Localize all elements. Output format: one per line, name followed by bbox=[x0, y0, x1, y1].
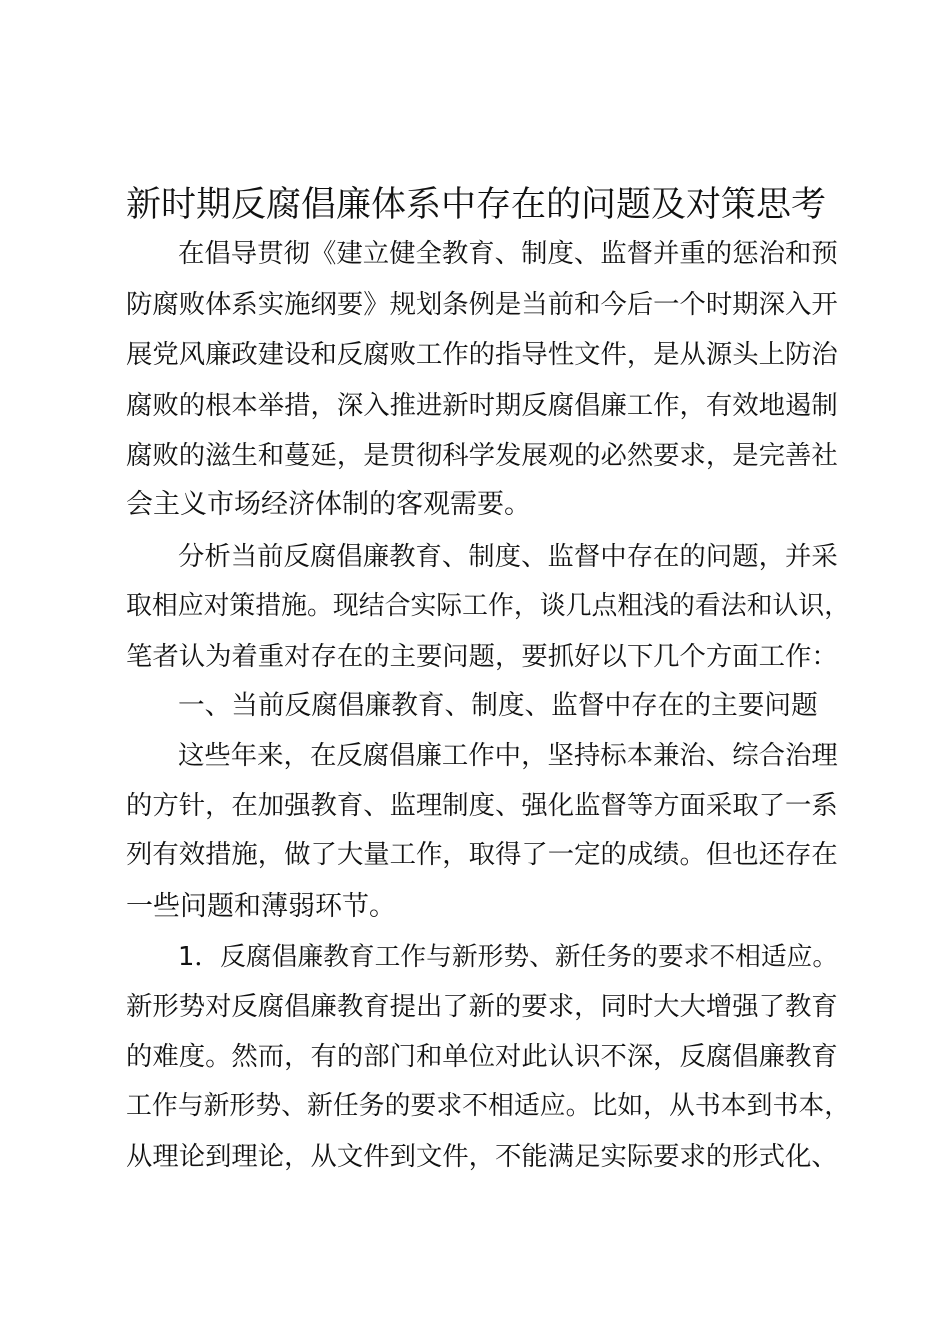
paragraph-1-line-3: 展党风廉政建设和反腐败工作的指导性文件，是从源头上防治 bbox=[126, 340, 838, 370]
paragraph-4-line-2: 新形势对反腐倡廉教育提出了新的要求，同时大大增强了教育 bbox=[126, 992, 838, 1022]
paragraph-4-line-5: 从理论到理论，从文件到文件，不能满足实际要求的形式化、 bbox=[126, 1142, 838, 1172]
paragraph-3-line-3: 列有效措施，做了大量工作，取得了一定的成绩。但也还存在 bbox=[126, 840, 838, 870]
paragraph-4-line-3: 的难度。然而，有的部门和单位对此认识不深，反腐倡廉教育 bbox=[126, 1042, 838, 1072]
paragraph-1-line-2: 防腐败体系实施纲要》规划条例是当前和今后一个时期深入开 bbox=[126, 290, 838, 320]
paragraph-1-line-6: 会主义市场经济体制的客观需要。 bbox=[126, 489, 531, 520]
paragraph-3-line-1: 这些年来，在反腐倡廉工作中，坚持标本兼治、综合治理 bbox=[178, 740, 838, 771]
paragraph-2-line-3: 笔者认为着重对存在的主要问题，要抓好以下几个方面工作： bbox=[126, 642, 838, 672]
section-heading: 一、当前反腐倡廉教育、制度、监督中存在的主要问题 bbox=[178, 690, 818, 721]
paragraph-1-line-5: 腐败的滋生和蔓延，是贯彻科学发展观的必然要求，是完善社 bbox=[126, 441, 838, 471]
paragraph-1-line-1: 在倡导贯彻《建立健全教育、制度、监督并重的惩治和预 bbox=[178, 238, 838, 269]
paragraph-2-line-1: 分析当前反腐倡廉教育、制度、监督中存在的问题，并采 bbox=[178, 541, 838, 572]
paragraph-3-line-2: 的方针，在加强教育、监理制度、强化监督等方面采取了一系 bbox=[126, 791, 838, 821]
document-title: 新时期反腐倡廉体系中存在的问题及对策思考 bbox=[126, 185, 827, 225]
paragraph-3-line-4: 一些问题和薄弱环节。 bbox=[126, 891, 396, 922]
paragraph-2-line-2: 取相应对策措施。现结合实际工作，谈几点粗浅的看法和认识， bbox=[126, 591, 851, 621]
paragraph-1-line-4: 腐败的根本举措，深入推进新时期反腐倡廉工作，有效地遏制 bbox=[126, 391, 838, 421]
paragraph-4-line-4: 工作与新形势、新任务的要求不相适应。比如，从书本到书本， bbox=[126, 1091, 851, 1121]
paragraph-4-line-1: 1．反腐倡廉教育工作与新形势、新任务的要求不相适应。 bbox=[178, 942, 839, 972]
